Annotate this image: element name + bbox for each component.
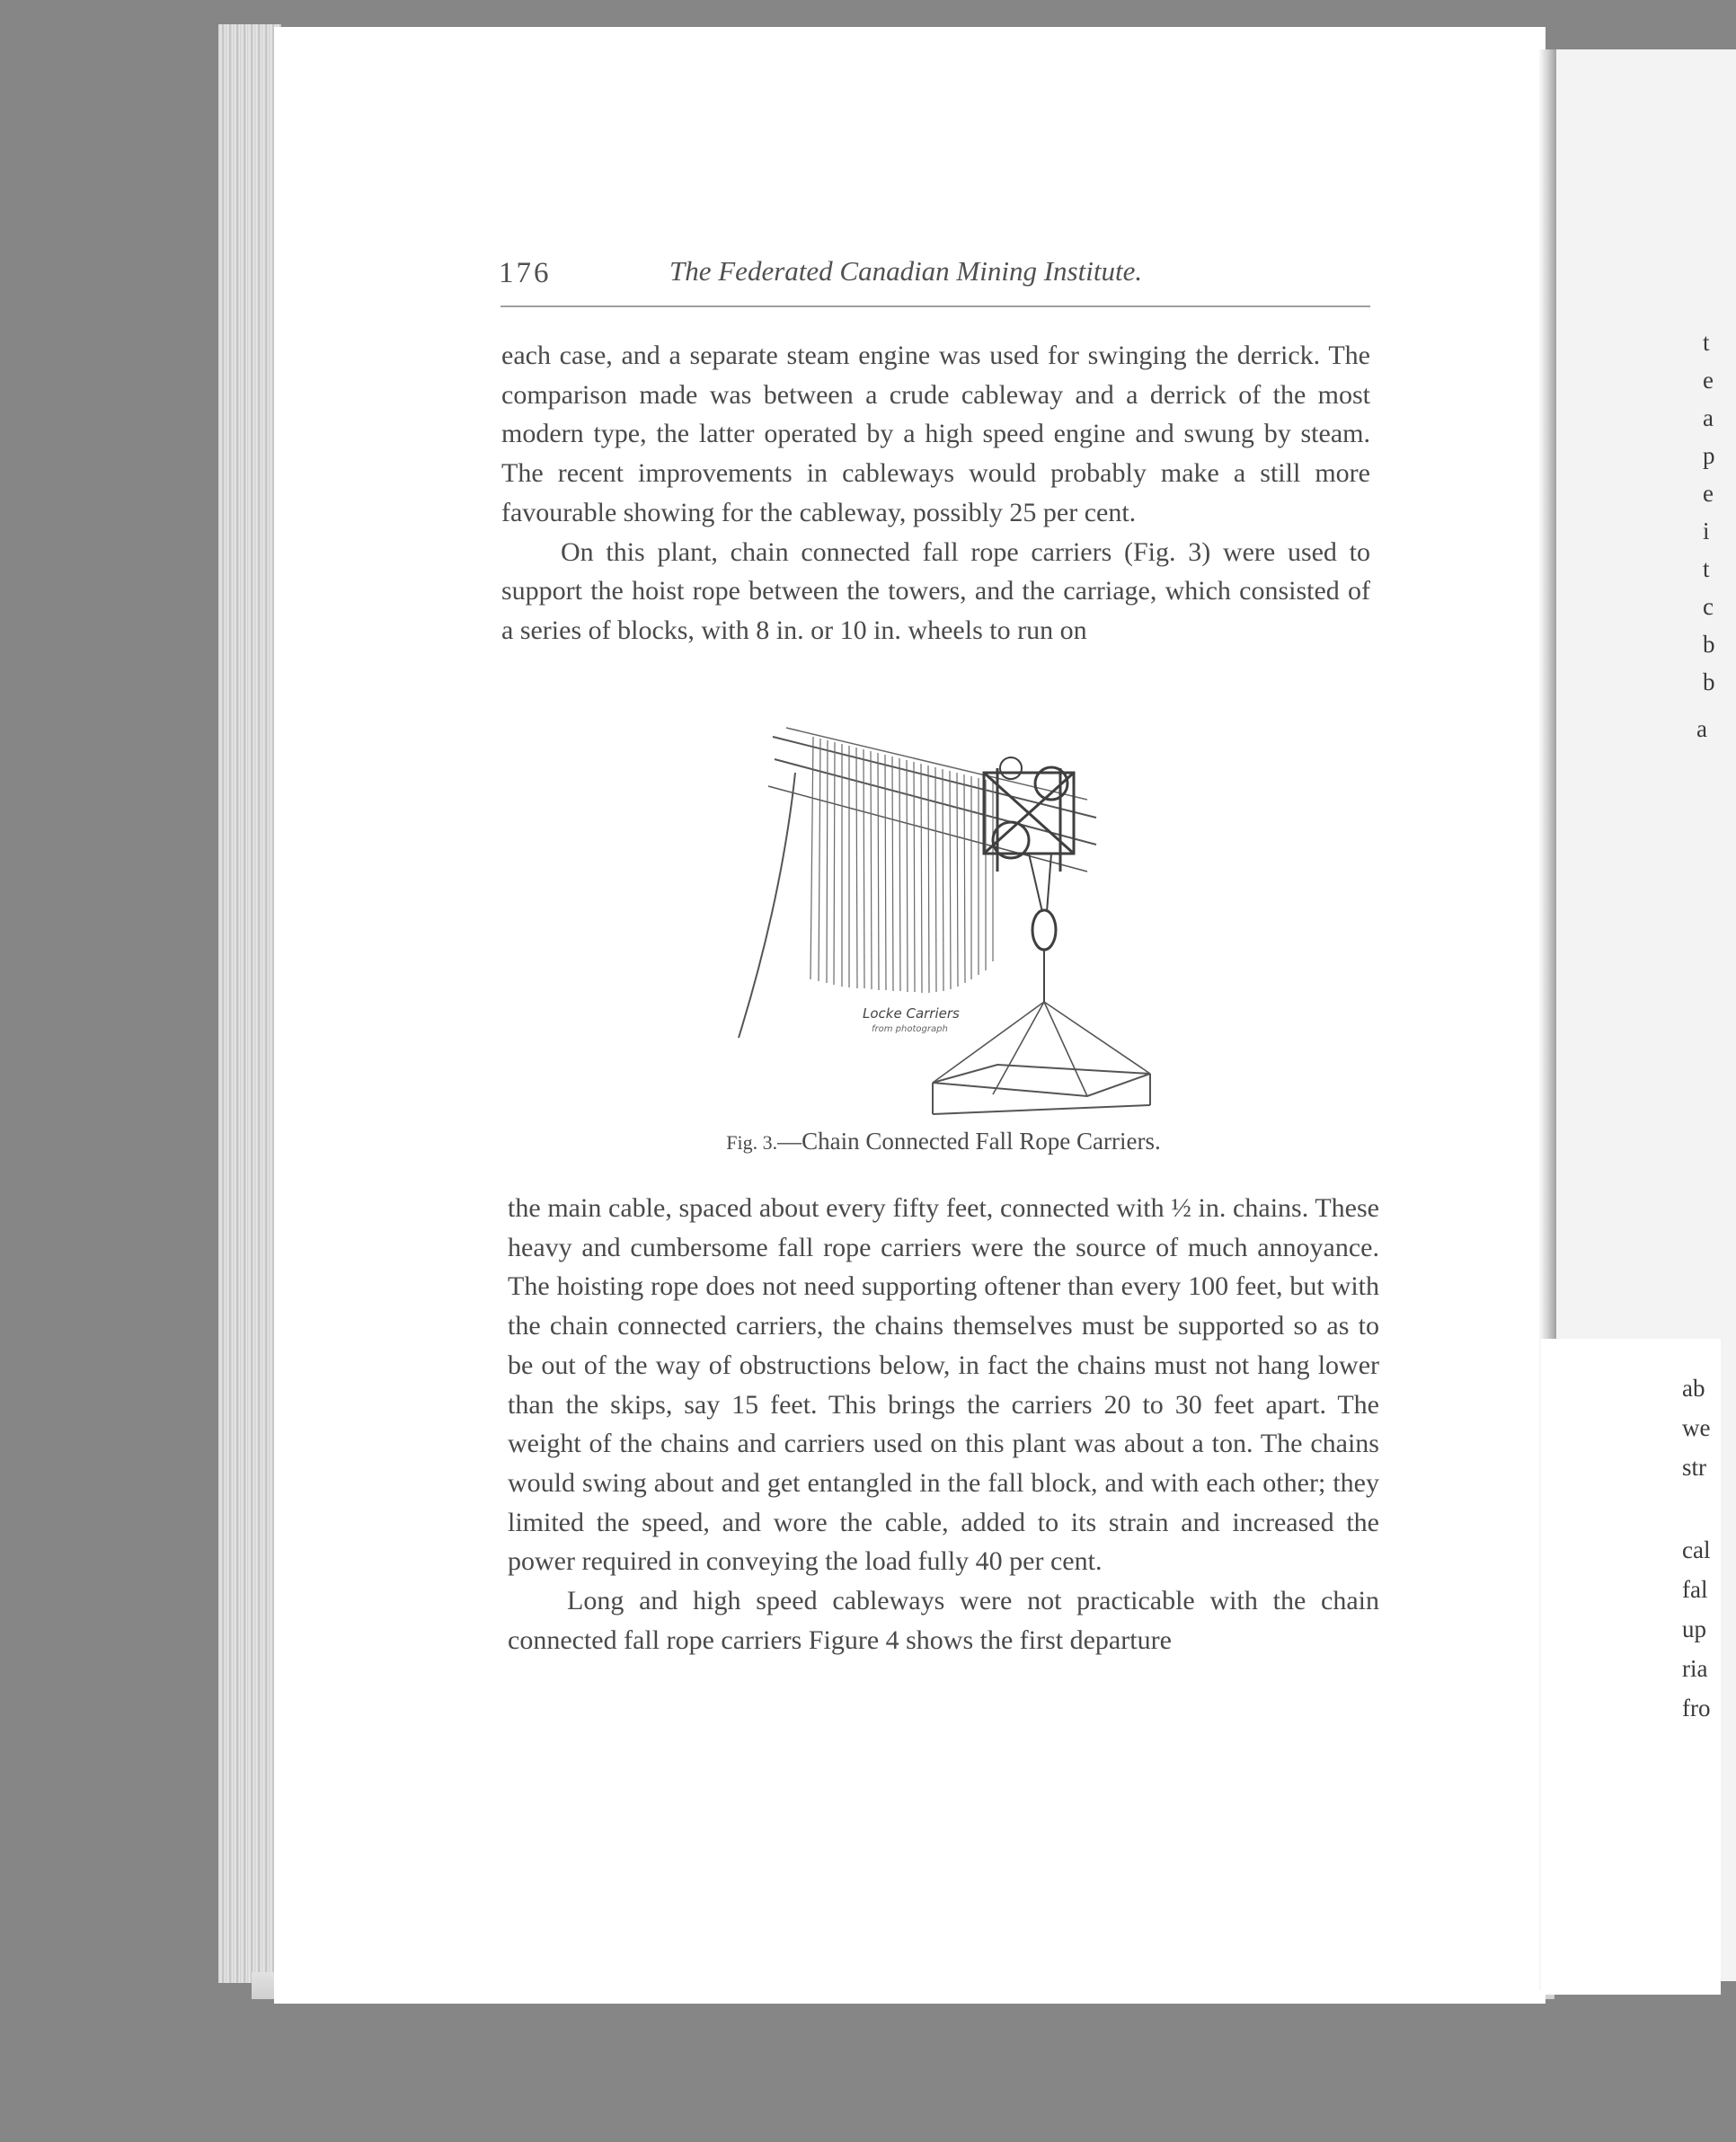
facing-fragment: p <box>1703 442 1715 469</box>
header-rule <box>500 305 1370 307</box>
facing-fragment: e <box>1703 480 1714 507</box>
facing-fragment: ab <box>1682 1375 1705 1402</box>
facing-fragment: cal <box>1682 1536 1711 1563</box>
facing-fragment: a <box>1696 715 1707 742</box>
facing-fragment: b <box>1703 668 1715 695</box>
facing-fragment: a <box>1703 404 1714 431</box>
page-number: 176 <box>499 257 552 289</box>
running-header <box>499 250 1370 295</box>
facing-fragment: fro <box>1682 1695 1711 1722</box>
facing-fragment: up <box>1682 1615 1706 1642</box>
figure-handwritten-note: Locke Carriers <box>863 1005 960 1022</box>
paragraph: each case, and a separate steam engine was used for swinging the derrick. The comparison made was between a crude cableway and a derrick of the most modern type, the latter operated by a high speed engine and swung by steam. The recent improvements in cableways would probably make a still more favourable showing for the cableway, possibly 25 per cent. <box>501 341 1370 527</box>
facing-fragment: t <box>1703 555 1710 582</box>
facing-fragment: e <box>1703 367 1714 394</box>
figure-3-illustration <box>728 719 1177 1123</box>
facing-fragment: c <box>1703 593 1714 620</box>
facing-fragment: i <box>1703 518 1710 544</box>
body-text-top <box>501 336 1370 651</box>
caption-label: Fig. 3. <box>726 1131 778 1154</box>
facing-fragment: fal <box>1682 1576 1708 1603</box>
facing-fragment: str <box>1682 1454 1706 1481</box>
figure-handwritten-note: from photograph <box>872 1024 948 1034</box>
facing-fragment: ria <box>1682 1655 1708 1682</box>
journal-title: The Federated Canadian Mining Institute. <box>669 255 1143 287</box>
paragraph: On this plant, chain connected fall rope carriers (Fig. 3) were used to support the hoist rope between the towers, and the carriage, which consisted of a series of blocks, with 8 in. or 10 in. wheels to run on <box>501 536 1370 645</box>
paragraph: the main cable, spaced about every fifty feet, connected with ½ in. chains. These heavy and cumbersome fall rope carriers were the source of much annoyance. The hoisting rope does not need supporting oftener than every 100 feet, but with the chain connected carriers, the chains themselves must be supported so as to be out of the way of obstructions below, in fact the chains must not hang lower than the skips, say 15 feet. This brings the carriers 20 to 30 feet apart. The weight of the chains and carriers used on this plant was about a ton. The chains would swing about and get entangled in the fall block, and with each other; they limited the speed, and wore the cable, added to its strain and increased the power required in conveying the load fully 40 per cent. <box>508 1193 1379 1577</box>
caption-text: —Chain Connected Fall Rope Carriers. <box>777 1128 1161 1155</box>
body-text-bottom <box>508 1189 1379 1660</box>
book-page-edges <box>218 24 281 1983</box>
figure-caption <box>629 1128 1258 1155</box>
facing-fragment: we <box>1682 1414 1711 1441</box>
facing-fragment: t <box>1703 329 1710 356</box>
facing-fragment: b <box>1703 631 1715 658</box>
paragraph: Long and high speed cableways were not practicable with the chain connected fall rope carriers Figure 4 shows the first departure <box>508 1586 1379 1655</box>
